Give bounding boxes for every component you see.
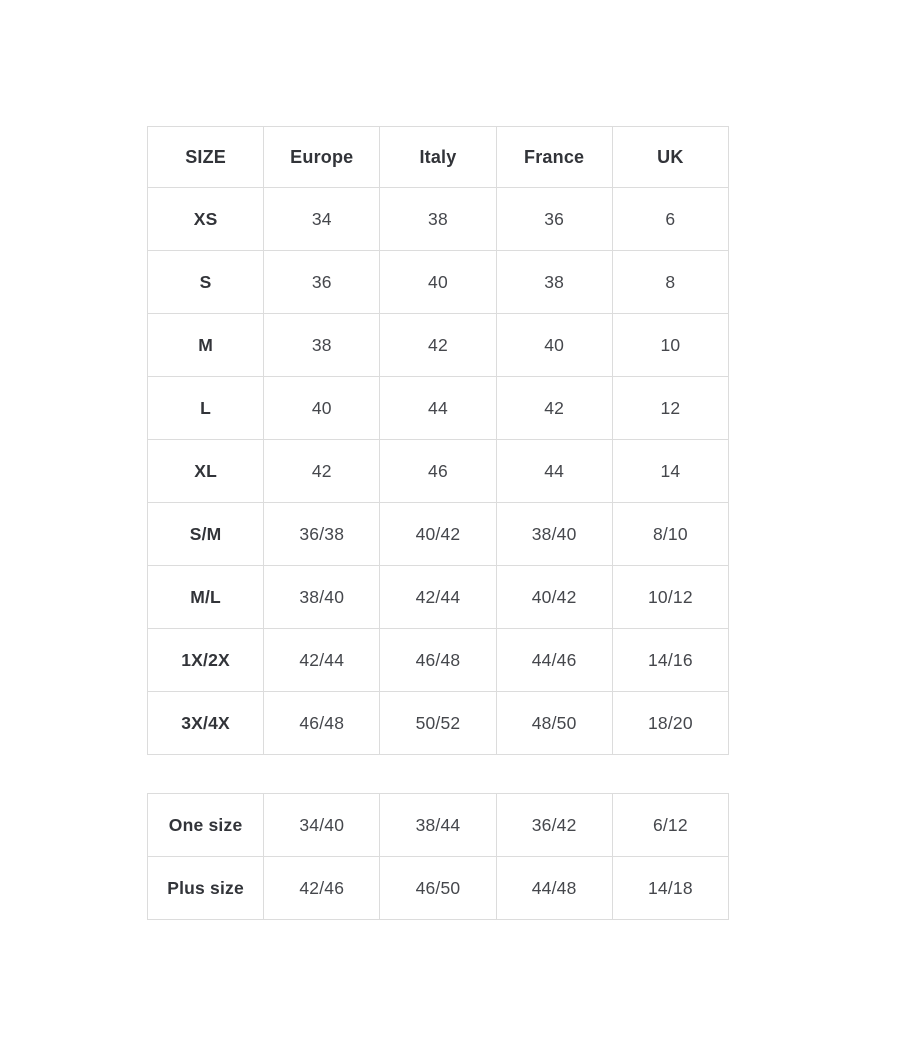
table-row-3x4x [148, 692, 729, 755]
table-row-s [148, 251, 729, 314]
table-row-plus-size [148, 857, 729, 920]
column-header-uk: UK [612, 127, 728, 188]
size-chart-section [147, 126, 729, 920]
table-row-ml [148, 566, 729, 629]
cell-xl-uk: 14 [612, 440, 728, 503]
cell-s-france: 38 [496, 251, 612, 314]
cell-1x2x-france: 44/46 [496, 629, 612, 692]
cell-one-size-uk: 6/12 [612, 794, 728, 857]
cell-plus-size-uk: 14/18 [612, 857, 728, 920]
cell-sm-italy: 40/42 [380, 503, 496, 566]
cell-xs-france: 36 [496, 188, 612, 251]
cell-l-france: 42 [496, 377, 612, 440]
cell-s-europe: 36 [264, 251, 380, 314]
cell-plus-size-europe: 42/46 [264, 857, 380, 920]
cell-m-europe: 38 [264, 314, 380, 377]
cell-xs-italy: 38 [380, 188, 496, 251]
row-header-one-size: One size [148, 794, 264, 857]
table-row-l [148, 377, 729, 440]
cell-m-uk: 10 [612, 314, 728, 377]
row-header-1x2x: 1X/2X [148, 629, 264, 692]
cell-sm-france: 38/40 [496, 503, 612, 566]
cell-one-size-italy: 38/44 [380, 794, 496, 857]
row-header-m: M [148, 314, 264, 377]
table-row-sm [148, 503, 729, 566]
cell-l-europe: 40 [264, 377, 380, 440]
cell-xl-italy: 46 [380, 440, 496, 503]
size-conversion-table [147, 126, 729, 755]
table-row-xs [148, 188, 729, 251]
cell-m-france: 40 [496, 314, 612, 377]
cell-s-uk: 8 [612, 251, 728, 314]
cell-plus-size-france: 44/48 [496, 857, 612, 920]
cell-xs-uk: 6 [612, 188, 728, 251]
row-header-l: L [148, 377, 264, 440]
cell-one-size-europe: 34/40 [264, 794, 380, 857]
row-header-ml: M/L [148, 566, 264, 629]
row-header-sm: S/M [148, 503, 264, 566]
cell-s-italy: 40 [380, 251, 496, 314]
header-row [148, 127, 729, 188]
table-row-one-size [148, 794, 729, 857]
cell-3x4x-uk: 18/20 [612, 692, 728, 755]
column-header-europe: Europe [264, 127, 380, 188]
cell-1x2x-uk: 14/16 [612, 629, 728, 692]
cell-m-italy: 42 [380, 314, 496, 377]
cell-1x2x-italy: 46/48 [380, 629, 496, 692]
cell-3x4x-europe: 46/48 [264, 692, 380, 755]
cell-sm-uk: 8/10 [612, 503, 728, 566]
column-header-italy: Italy [380, 127, 496, 188]
cell-ml-europe: 38/40 [264, 566, 380, 629]
one-size-plus-size-table [147, 793, 729, 920]
table-row-1x2x [148, 629, 729, 692]
row-header-xl: XL [148, 440, 264, 503]
cell-1x2x-europe: 42/44 [264, 629, 380, 692]
row-header-plus-size: Plus size [148, 857, 264, 920]
column-header-france: France [496, 127, 612, 188]
cell-3x4x-italy: 50/52 [380, 692, 496, 755]
cell-sm-europe: 36/38 [264, 503, 380, 566]
table-row-xl [148, 440, 729, 503]
row-header-xs: XS [148, 188, 264, 251]
table-row-m [148, 314, 729, 377]
cell-plus-size-italy: 46/50 [380, 857, 496, 920]
cell-xl-europe: 42 [264, 440, 380, 503]
cell-ml-italy: 42/44 [380, 566, 496, 629]
cell-xs-europe: 34 [264, 188, 380, 251]
cell-xl-france: 44 [496, 440, 612, 503]
cell-ml-uk: 10/12 [612, 566, 728, 629]
cell-3x4x-france: 48/50 [496, 692, 612, 755]
cell-one-size-france: 36/42 [496, 794, 612, 857]
cell-l-uk: 12 [612, 377, 728, 440]
row-header-3x4x: 3X/4X [148, 692, 264, 755]
row-header-s: S [148, 251, 264, 314]
cell-l-italy: 44 [380, 377, 496, 440]
column-header-size: SIZE [148, 127, 264, 188]
cell-ml-france: 40/42 [496, 566, 612, 629]
